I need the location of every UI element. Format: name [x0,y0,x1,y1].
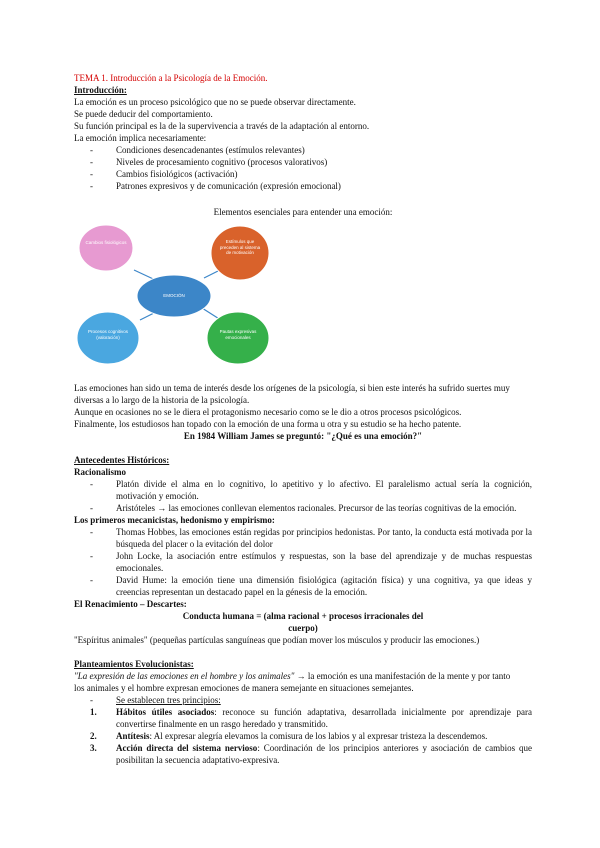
body-line: los animales y el hombre expresan emociones de manera semejante en situaciones semejantes. [74,683,414,693]
page-title: TEMA 1. Introducción a la Psicología de la Emoción. [74,73,268,83]
node-label: Estímulos que preceden al sistema de motivación [219,239,261,255]
body-line: Finalmente, los estudiosos han topado con la emoción de una forma u otra y su estudio se ha hecho patente. [74,419,462,429]
list-item: - Patrones expresivos y de comunicación (expresión emocional) [90,181,341,191]
intro-line: La emoción implica necesariamente: [74,133,207,143]
formula-line: Conducta humana = (alma racional + procesos irracionales del [182,611,424,621]
renacimiento-heading: El Renacimiento – Descartes: [74,599,187,609]
list-item: - Aristóteles → las emociones conllevan elementos racionales. Precursor de las teorías cognitivas de la emoción. [90,503,517,513]
body-line: Las emociones han sido un tema de interés desde los orígenes de la psicología, si bien este interés ha sufrido suertes muy [74,383,510,393]
quote-line: "La expresión de las emociones en el hombre y los animales" → la emoción es una manifestación de la mente y por tanto [74,671,511,681]
antecedentes-heading: Antecedentes Históricos: [74,455,170,465]
list-item: - John Locke, la asociación entre estímulos y respuestas, son la base del aprendizaje y de muchas respuestas emocionales. [90,551,532,573]
list-item: - Platón divide el alma en lo cognitivo, lo apetitivo y lo afectivo. El paralelismo actual sería la cognición, motivación y emoción. [90,479,532,501]
emotion-diagram [74,222,532,372]
list-item: - Thomas Hobbes, las emociones están regidas por principios hedonistas. Por tanto, la conducta está motivada por la búsqueda del placer o la evitación del dolor [90,527,532,549]
intro-line: Su función principal es la de la supervivencia a través de la adaptación al entorno. [74,121,370,131]
evolucionistas-heading: Planteamientos Evolucionistas: [74,659,194,669]
node-label: Cambios fisiológicos [85,240,127,245]
list-item: - Cambios fisiológicos (activación) [90,169,238,179]
node-cambios-fisiologicos [79,225,133,271]
body-line: Aunque en ocasiones no se le diera el protagonismo necesario como se le dio a otros procesos psicológicos. [74,407,462,417]
diagram-title: Elementos esenciales para entender una emoción: [213,207,393,217]
node-label: Pautas expresivas emocionales [219,329,257,340]
espiritus-line: "Espíritus animales" (pequeñas partículas sanguíneas que podían mover los músculos y producir las emociones.) [74,635,480,645]
formula-line: cuerpo) [288,623,318,633]
node-label: Procesos cognitivos (valoración) [87,329,129,340]
principle-item: 1. Hábitos útiles asociados: reconoce su función adaptativa, desarrollada inicialmente por aprendizaje para convertirse finalmente en un rasgo heredado y transmitido. [90,707,532,729]
document-page [74,72,532,766]
list-item: - Se establecen tres principios: [90,695,221,705]
list-item: - David Hume: la emoción tiene una dimensión fisiológica (agitación física) y una cognitiva, ya que ideas y creencias representan un destacado papel en la génesis de la emoción. [90,575,532,597]
intro-line: Se puede deducir del comportamiento. [74,109,213,119]
intro-heading: Introducción: [74,85,127,95]
james-line: En 1984 William James se preguntó: "¿Qué es una emoción?" [183,431,423,441]
list-item: - Niveles de procesamiento cognitivo (procesos valorativos) [90,157,328,167]
list-item: - Condiciones desencadenantes (estímulos relevantes) [90,145,305,155]
diagram-svg [74,222,532,372]
intro-line: La emoción es un proceso psicológico que no se puede observar directamente. [74,97,356,107]
body-line: diversas a lo largo de la historia de la psicología. [74,395,250,405]
principle-item: 3. Acción directa del sistema nervioso: Coordinación de los principios anteriores y asociación de cambios que posibilitan la secuencia adaptativo-expresiva. [90,743,532,765]
principle-item: 2. Antítesis: Al expresar alegría elevamos la comisura de los labios y al expresar tristeza la descendemos. [90,731,488,741]
mecanicistas-heading: Los primeros mecanicistas, hedonismo y empirismo: [74,515,275,525]
node-label-center: EMOCIÓN [163,293,185,298]
racionalismo-heading: Racionalismo [74,467,127,477]
